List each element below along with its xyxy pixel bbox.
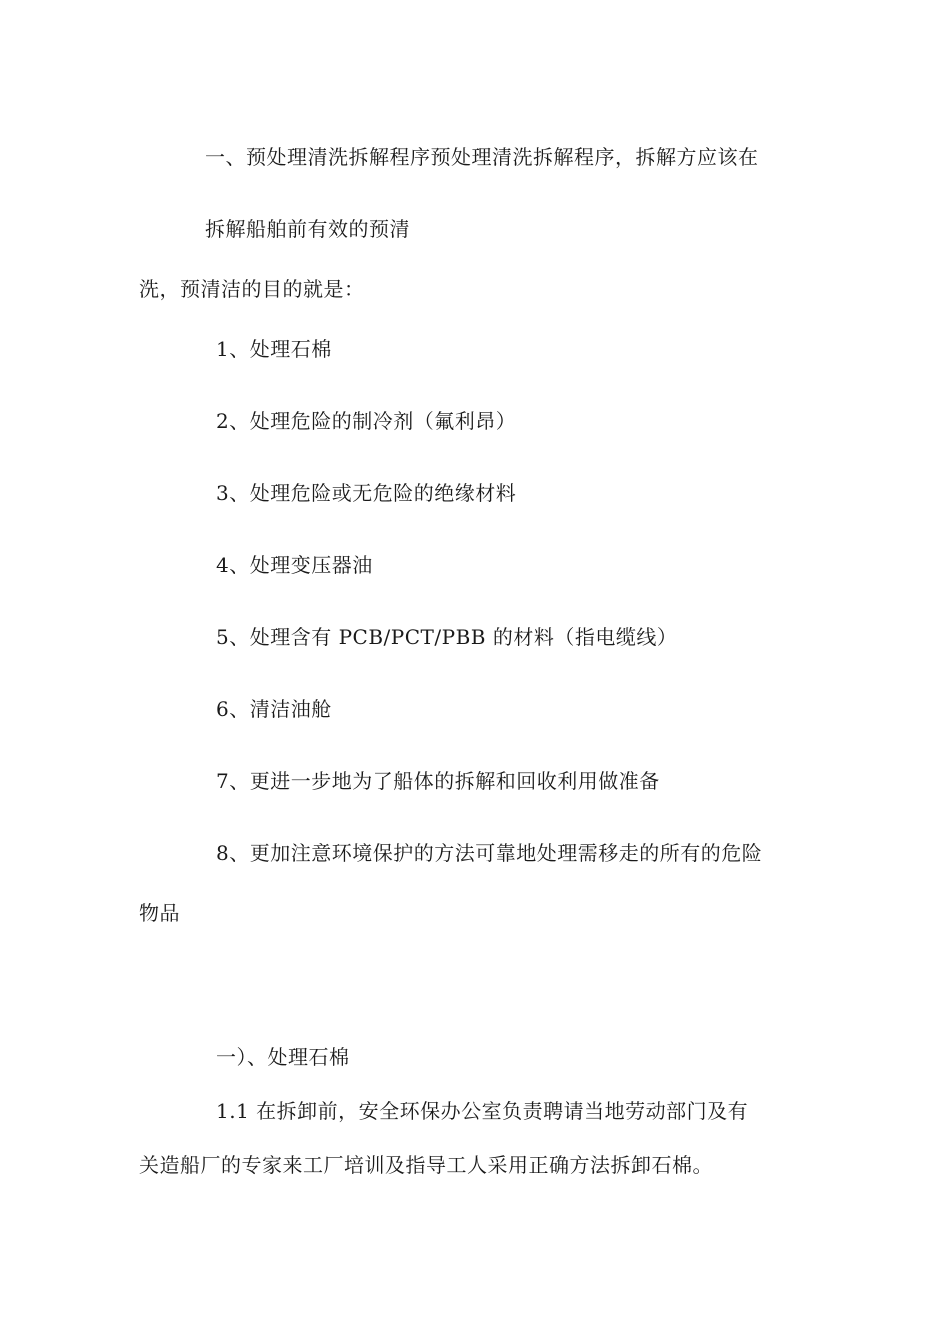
heading-line-2: 拆解船舶前有效的预清 [205, 217, 410, 241]
list-item-1: 1、处理石棉 [216, 337, 332, 361]
paragraph-1-1-line-1: 1.1 在拆卸前，安全环保办公室负责聘请当地劳动部门及有 [216, 1099, 749, 1123]
list-item-5: 5、处理含有 PCB/PCT/PBB 的材料（指电缆线） [216, 625, 678, 649]
paragraph-1-1-line-2: 关造船厂的专家来工厂培训及指导工人采用正确方法拆卸石棉。 [139, 1153, 713, 1177]
list-item-8: 8、更加注意环境保护的方法可靠地处理需移走的所有的危险 [216, 841, 763, 865]
list-item-2: 2、处理危险的制冷剂（氟利昂） [216, 409, 517, 433]
heading-line-3: 洗，预清洁的目的就是： [139, 277, 365, 301]
section-heading: 一）、处理石棉 [216, 1045, 350, 1069]
list-item-8-continuation: 物品 [139, 901, 180, 925]
list-item-6: 6、清洁油舱 [216, 697, 332, 721]
list-item-7: 7、更进一步地为了船体的拆解和回收利用做准备 [216, 769, 660, 793]
list-item-4: 4、处理变压器油 [216, 553, 373, 577]
list-item-3: 3、处理危险或无危险的绝缘材料 [216, 481, 517, 505]
heading-line-1: 一、预处理清洗拆解程序预处理清洗拆解程序，拆解方应该在 [205, 145, 759, 169]
